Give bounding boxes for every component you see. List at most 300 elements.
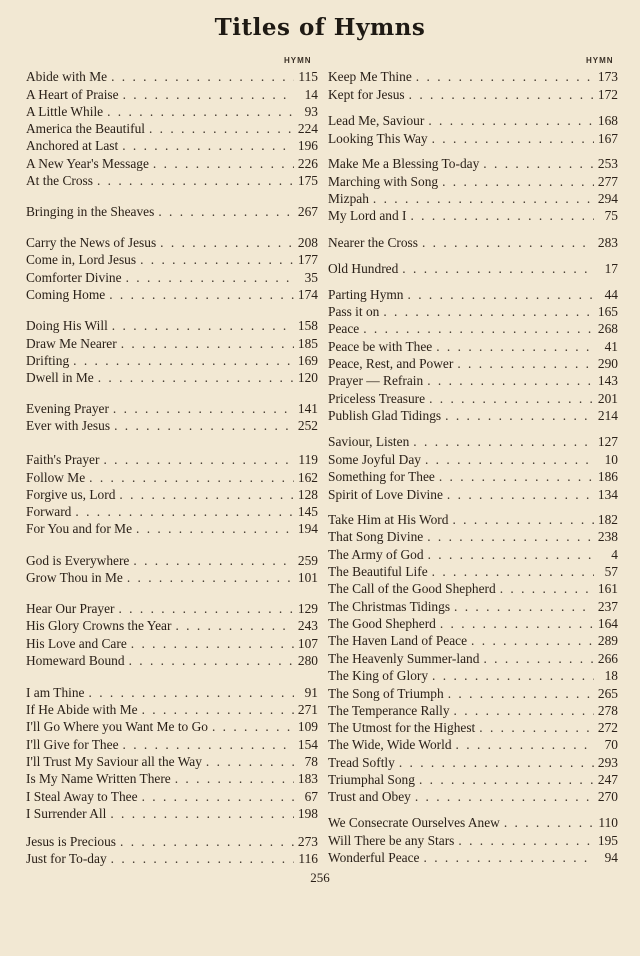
hymn-title: Abide with Me bbox=[26, 69, 108, 84]
index-entry bbox=[26, 138, 318, 154]
hymn-title: Lead Me, Saviour bbox=[328, 113, 425, 128]
hymn-number: 259 bbox=[297, 553, 318, 568]
hymn-title: For You and for Me bbox=[26, 521, 133, 536]
hymn-number: 280 bbox=[297, 653, 318, 668]
hymn-title: America the Beautiful bbox=[26, 121, 145, 136]
hymn-number: 270 bbox=[597, 789, 618, 804]
hymn-number: 94 bbox=[604, 850, 618, 865]
hymn-title: I Surrender All bbox=[26, 806, 107, 821]
dot-leader bbox=[419, 772, 594, 788]
hymn-title: Marching with Song bbox=[328, 174, 439, 189]
hymn-number: 243 bbox=[297, 618, 318, 633]
dot-leader bbox=[410, 208, 594, 224]
index-entry bbox=[328, 261, 618, 277]
hymn-number: 201 bbox=[597, 391, 618, 406]
hymn-number: 195 bbox=[597, 833, 618, 848]
index-entry bbox=[328, 452, 618, 468]
hymn-title: Triumphal Song bbox=[328, 772, 415, 787]
dot-leader bbox=[471, 633, 594, 649]
index-entry bbox=[26, 318, 318, 334]
hymn-title: I'll Give for Thee bbox=[26, 737, 119, 752]
index-entry bbox=[26, 287, 318, 303]
hymn-number: 182 bbox=[597, 512, 618, 527]
hymn-title: The Song of Triumph bbox=[328, 686, 444, 701]
hymn-title: The Wide, Wide World bbox=[328, 737, 452, 752]
hymn-number: 119 bbox=[298, 452, 318, 467]
hymn-title: Saviour, Listen bbox=[328, 434, 410, 449]
hymn-title: Publish Glad Tidings bbox=[328, 408, 442, 423]
index-entry bbox=[328, 391, 618, 407]
index-entry bbox=[328, 434, 618, 450]
dot-leader bbox=[118, 601, 293, 617]
index-entry bbox=[26, 487, 318, 503]
hymn-number: 120 bbox=[297, 370, 318, 385]
dot-leader bbox=[457, 356, 594, 372]
index-entry bbox=[328, 512, 618, 528]
hymn-number: 14 bbox=[304, 87, 318, 102]
dot-leader bbox=[427, 529, 594, 545]
hymn-title: The Heavenly Summer-land bbox=[328, 651, 480, 666]
hymn-number: 252 bbox=[297, 418, 318, 433]
dot-leader bbox=[448, 686, 594, 702]
hymn-number: 91 bbox=[304, 685, 318, 700]
index-entry bbox=[328, 686, 618, 702]
dot-leader bbox=[109, 287, 294, 303]
index-entry bbox=[26, 636, 318, 652]
hymn-title: Prayer — Refrain bbox=[328, 373, 424, 388]
hymn-title: Evening Prayer bbox=[26, 401, 109, 416]
index-entry bbox=[328, 581, 618, 597]
index-entry bbox=[26, 104, 318, 120]
hymn-title: Spirit of Love Divine bbox=[328, 487, 443, 502]
dot-leader bbox=[432, 668, 594, 684]
hymn-title: A Little While bbox=[26, 104, 104, 119]
hymn-title: My Lord and I bbox=[328, 208, 407, 223]
index-entry bbox=[328, 547, 618, 563]
index-entry bbox=[328, 755, 618, 771]
index-entry bbox=[26, 121, 318, 137]
dot-leader bbox=[424, 850, 595, 866]
index-entry bbox=[328, 616, 618, 632]
index-entry bbox=[26, 806, 318, 822]
dot-leader bbox=[373, 191, 594, 207]
hymn-number: 268 bbox=[597, 321, 618, 336]
hymn-title: The King of Glory bbox=[328, 668, 429, 683]
hymn-number: 186 bbox=[597, 469, 618, 484]
hymn-title: Ever with Jesus bbox=[26, 418, 111, 433]
dot-leader bbox=[402, 261, 594, 277]
right-column-header: HYMN bbox=[586, 56, 614, 65]
hymn-title: The Army of God bbox=[328, 547, 424, 562]
index-entry bbox=[26, 702, 318, 718]
index-entry bbox=[26, 685, 318, 701]
hymn-title: Jesus is Precious bbox=[26, 834, 117, 849]
index-entry bbox=[328, 339, 618, 355]
hymn-number: 165 bbox=[597, 304, 618, 319]
hymn-title: His Love and Care bbox=[26, 636, 127, 651]
hymn-number: 273 bbox=[297, 834, 318, 849]
hymn-title: Some Joyful Day bbox=[328, 452, 421, 467]
hymn-number: 75 bbox=[604, 208, 618, 223]
dot-leader bbox=[442, 174, 594, 190]
dot-leader bbox=[425, 452, 594, 468]
dot-leader bbox=[447, 487, 594, 503]
hymn-number: 93 bbox=[304, 104, 318, 119]
hymn-number: 294 bbox=[597, 191, 618, 206]
hymn-number: 167 bbox=[597, 131, 618, 146]
index-entry bbox=[328, 703, 618, 719]
hymn-number: 141 bbox=[297, 401, 318, 416]
hymn-number: 158 bbox=[297, 318, 318, 333]
hymn-title: Forward bbox=[26, 504, 72, 519]
dot-leader bbox=[123, 87, 294, 103]
dot-leader bbox=[126, 270, 294, 286]
hymn-number: 185 bbox=[297, 336, 318, 351]
hymn-title: Take Him at His Word bbox=[328, 512, 449, 527]
hymn-number: 208 bbox=[297, 235, 318, 250]
hymn-title: I'll Go Where you Want Me to Go bbox=[26, 719, 208, 734]
dot-leader bbox=[408, 287, 594, 303]
index-entry bbox=[328, 833, 618, 849]
page-number: 256 bbox=[310, 870, 330, 885]
hymn-title: The Temperance Rally bbox=[328, 703, 450, 718]
hymn-title: Priceless Treasure bbox=[328, 391, 426, 406]
dot-leader bbox=[136, 521, 294, 537]
dot-leader bbox=[89, 470, 294, 486]
hymn-title: Kept for Jesus bbox=[328, 87, 405, 102]
hymn-number: 101 bbox=[297, 570, 318, 585]
index-entry bbox=[328, 69, 618, 85]
index-entry bbox=[328, 772, 618, 788]
index-entry bbox=[26, 618, 318, 634]
hymn-number: 35 bbox=[304, 270, 318, 285]
dot-leader bbox=[416, 69, 594, 85]
dot-leader bbox=[113, 401, 294, 417]
index-entry bbox=[328, 469, 618, 485]
hymn-title: Coming Home bbox=[26, 287, 106, 302]
hymn-title: Follow Me bbox=[26, 470, 86, 485]
index-entry bbox=[26, 173, 318, 189]
index-entry bbox=[328, 174, 618, 190]
hymn-title: Peace be with Thee bbox=[328, 339, 433, 354]
index-entry bbox=[26, 156, 318, 172]
hymn-number: 172 bbox=[597, 87, 618, 102]
hymn-title: A New Year's Message bbox=[26, 156, 149, 171]
dot-leader bbox=[112, 318, 294, 334]
dot-leader bbox=[399, 755, 594, 771]
hymn-number: 183 bbox=[297, 771, 318, 786]
dot-leader bbox=[127, 570, 294, 586]
index-entry bbox=[328, 87, 618, 103]
hymn-title: Make Me a Blessing To-day bbox=[328, 156, 480, 171]
dot-leader bbox=[175, 618, 293, 634]
dot-leader bbox=[212, 719, 294, 735]
hymn-number: 4 bbox=[611, 547, 618, 562]
dot-leader bbox=[119, 487, 294, 503]
hymn-number: 67 bbox=[304, 789, 318, 804]
index-entry bbox=[328, 131, 618, 147]
dot-leader bbox=[206, 754, 294, 770]
hymn-title: Keep Me Thine bbox=[328, 69, 412, 84]
index-entry bbox=[328, 408, 618, 424]
dot-leader bbox=[500, 581, 594, 597]
index-entry bbox=[26, 252, 318, 268]
hymn-number: 129 bbox=[297, 601, 318, 616]
dot-leader bbox=[415, 789, 594, 805]
dot-leader bbox=[110, 806, 294, 822]
index-entry bbox=[26, 204, 318, 220]
dot-leader bbox=[160, 235, 294, 251]
index-entry bbox=[26, 353, 318, 369]
dot-leader bbox=[103, 452, 294, 468]
hymn-number: 161 bbox=[597, 581, 618, 596]
dot-leader bbox=[422, 235, 594, 251]
dot-leader bbox=[454, 599, 594, 615]
dot-leader bbox=[73, 353, 294, 369]
hymn-number: 154 bbox=[297, 737, 318, 752]
dot-leader bbox=[142, 702, 294, 718]
index-entry bbox=[26, 401, 318, 417]
index-entry bbox=[26, 719, 318, 735]
index-entry bbox=[26, 601, 318, 617]
hymn-title: The Christmas Tidings bbox=[328, 599, 451, 614]
hymn-title: Something for Thee bbox=[328, 469, 435, 484]
index-entry bbox=[26, 452, 318, 468]
index-entry bbox=[328, 737, 618, 753]
hymn-number: 143 bbox=[597, 373, 618, 388]
index-entry bbox=[26, 370, 318, 386]
hymn-title: Bringing in the Sheaves bbox=[26, 204, 155, 219]
hymn-title: The Good Shepherd bbox=[328, 616, 436, 631]
dot-leader bbox=[479, 720, 594, 736]
index-entry bbox=[26, 336, 318, 352]
hymn-number: 41 bbox=[604, 339, 618, 354]
dot-leader bbox=[133, 553, 294, 569]
dot-leader bbox=[89, 685, 294, 701]
index-entry bbox=[26, 235, 318, 251]
page-title: Titles of Hymns bbox=[214, 14, 426, 41]
dot-leader bbox=[483, 651, 593, 667]
index-entry bbox=[26, 521, 318, 537]
index-entry bbox=[328, 304, 618, 320]
hymn-title: Doing His Will bbox=[26, 318, 108, 333]
hymn-number: 173 bbox=[597, 69, 618, 84]
hymn-number: 196 bbox=[297, 138, 318, 153]
dot-leader bbox=[436, 339, 594, 355]
index-entry bbox=[328, 564, 618, 580]
index-entry bbox=[26, 851, 318, 867]
dot-leader bbox=[140, 252, 294, 268]
dot-leader bbox=[458, 833, 594, 849]
dot-leader bbox=[97, 173, 294, 189]
hymn-title: Will There be any Stars bbox=[328, 833, 455, 848]
hymn-number: 224 bbox=[297, 121, 318, 136]
dot-leader bbox=[114, 418, 294, 434]
hymn-number: 169 bbox=[297, 353, 318, 368]
hymn-title: His Glory Crowns the Year bbox=[26, 618, 172, 633]
index-entry bbox=[328, 373, 618, 389]
hymn-number: 162 bbox=[297, 470, 318, 485]
dot-leader bbox=[142, 789, 294, 805]
dot-leader bbox=[454, 703, 594, 719]
dot-leader bbox=[75, 504, 294, 520]
hymn-number: 115 bbox=[298, 69, 318, 84]
index-entry bbox=[328, 720, 618, 736]
hymn-title: If He Abide with Me bbox=[26, 702, 138, 717]
index-entry bbox=[328, 356, 618, 372]
hymn-number: 116 bbox=[298, 851, 318, 866]
hymn-number: 265 bbox=[597, 686, 618, 701]
hymn-title: Anchored at Last bbox=[26, 138, 119, 153]
index-entry bbox=[26, 653, 318, 669]
hymn-number: 290 bbox=[597, 356, 618, 371]
index-entry bbox=[26, 69, 318, 85]
hymn-number: 10 bbox=[604, 452, 618, 467]
dot-leader bbox=[432, 131, 594, 147]
hymn-number: 107 bbox=[297, 636, 318, 651]
hymn-number: 277 bbox=[597, 174, 618, 189]
hymn-title: At the Cross bbox=[26, 173, 93, 188]
hymn-title: Nearer the Cross bbox=[328, 235, 418, 250]
hymn-number: 253 bbox=[597, 156, 618, 171]
hymn-title: Hear Our Prayer bbox=[26, 601, 115, 616]
hymn-title: Dwell in Me bbox=[26, 370, 94, 385]
index-entry bbox=[328, 287, 618, 303]
hymn-number: 175 bbox=[297, 173, 318, 188]
index-entry bbox=[328, 633, 618, 649]
hymn-title: Parting Hymn bbox=[328, 287, 404, 302]
hymn-title: That Song Divine bbox=[328, 529, 424, 544]
left-column-header: HYMN bbox=[284, 56, 312, 65]
dot-leader bbox=[383, 304, 594, 320]
hymn-title: The Call of the Good Shepherd bbox=[328, 581, 496, 596]
hymn-title: Pass it on bbox=[328, 304, 380, 319]
hymn-title: The Haven Land of Peace bbox=[328, 633, 468, 648]
index-entry bbox=[26, 87, 318, 103]
hymn-number: 145 bbox=[297, 504, 318, 519]
dot-leader bbox=[483, 156, 594, 172]
index-entry bbox=[328, 529, 618, 545]
dot-leader bbox=[121, 336, 294, 352]
index-entry bbox=[328, 191, 618, 207]
hymn-number: 214 bbox=[597, 408, 618, 423]
dot-leader bbox=[452, 512, 593, 528]
hymn-title: Faith's Prayer bbox=[26, 452, 100, 467]
dot-leader bbox=[111, 851, 294, 867]
hymn-title: Old Hundred bbox=[328, 261, 399, 276]
index-entry bbox=[328, 789, 618, 805]
dot-leader bbox=[413, 434, 594, 450]
hymn-title: The Beautiful Life bbox=[328, 564, 428, 579]
hymn-title: Homeward Bound bbox=[26, 653, 125, 668]
hymn-number: 70 bbox=[604, 737, 618, 752]
hymn-title: A Heart of Praise bbox=[26, 87, 119, 102]
hymn-title: Come in, Lord Jesus bbox=[26, 252, 137, 267]
hymn-number: 109 bbox=[297, 719, 318, 734]
hymn-number: 128 bbox=[297, 487, 318, 502]
hymn-number: 177 bbox=[297, 252, 318, 267]
dot-leader bbox=[175, 771, 294, 787]
hymn-number: 278 bbox=[597, 703, 618, 718]
index-entry bbox=[26, 570, 318, 586]
index-entry bbox=[328, 156, 618, 172]
dot-leader bbox=[149, 121, 294, 137]
dot-leader bbox=[107, 104, 294, 120]
dot-leader bbox=[153, 156, 294, 172]
hymn-number: 271 bbox=[297, 702, 318, 717]
dot-leader bbox=[456, 737, 594, 753]
index-entry bbox=[328, 850, 618, 866]
hymn-title: Wonderful Peace bbox=[328, 850, 420, 865]
index-entry bbox=[26, 270, 318, 286]
dot-leader bbox=[427, 373, 594, 389]
hymn-number: 267 bbox=[297, 204, 318, 219]
index-entry bbox=[26, 754, 318, 770]
hymn-title: I am Thine bbox=[26, 685, 85, 700]
dot-leader bbox=[111, 69, 294, 85]
dot-leader bbox=[123, 737, 294, 753]
index-entry bbox=[26, 834, 318, 850]
dot-leader bbox=[131, 636, 294, 652]
dot-leader bbox=[504, 815, 594, 831]
dot-leader bbox=[409, 87, 594, 103]
dot-leader bbox=[445, 408, 594, 424]
hymn-title: I'll Trust My Saviour all the Way bbox=[26, 754, 202, 769]
hymn-title: God is Everywhere bbox=[26, 553, 130, 568]
hymn-title: Drifting bbox=[26, 353, 70, 368]
index-entry bbox=[328, 113, 618, 129]
index-entry bbox=[328, 815, 618, 831]
dot-leader bbox=[158, 204, 294, 220]
index-entry bbox=[328, 487, 618, 503]
dot-leader bbox=[428, 113, 594, 129]
index-entry bbox=[26, 789, 318, 805]
hymn-title: Looking This Way bbox=[328, 131, 428, 146]
hymn-title: Comforter Divine bbox=[26, 270, 122, 285]
hymn-number: 134 bbox=[597, 487, 618, 502]
hymn-number: 127 bbox=[597, 434, 618, 449]
hymn-number: 18 bbox=[604, 668, 618, 683]
hymn-number: 238 bbox=[597, 529, 618, 544]
hymn-number: 164 bbox=[597, 616, 618, 631]
dot-leader bbox=[428, 547, 594, 563]
hymn-number: 237 bbox=[597, 599, 618, 614]
hymn-number: 194 bbox=[297, 521, 318, 536]
hymn-title: Tread Softly bbox=[328, 755, 395, 770]
hymn-number: 266 bbox=[597, 651, 618, 666]
dot-leader bbox=[122, 138, 294, 154]
index-entry bbox=[26, 737, 318, 753]
hymn-title: Carry the News of Jesus bbox=[26, 235, 157, 250]
hymn-title: Is My Name Written There bbox=[26, 771, 171, 786]
hymn-number: 198 bbox=[297, 806, 318, 821]
hymn-title: I Steal Away to Thee bbox=[26, 789, 138, 804]
index-entry bbox=[328, 599, 618, 615]
hymn-title: Trust and Obey bbox=[328, 789, 411, 804]
index-entry bbox=[328, 235, 618, 251]
dot-leader bbox=[440, 616, 594, 632]
hymn-title: Just for To-day bbox=[26, 851, 107, 866]
hymn-title: Forgive us, Lord bbox=[26, 487, 116, 502]
dot-leader bbox=[429, 391, 594, 407]
hymn-title: Grow Thou in Me bbox=[26, 570, 123, 585]
dot-leader bbox=[432, 564, 594, 580]
hymn-number: 247 bbox=[597, 772, 618, 787]
dot-leader bbox=[439, 469, 594, 485]
hymn-title: We Consecrate Ourselves Anew bbox=[328, 815, 500, 830]
index-entry bbox=[328, 651, 618, 667]
hymn-number: 289 bbox=[597, 633, 618, 648]
